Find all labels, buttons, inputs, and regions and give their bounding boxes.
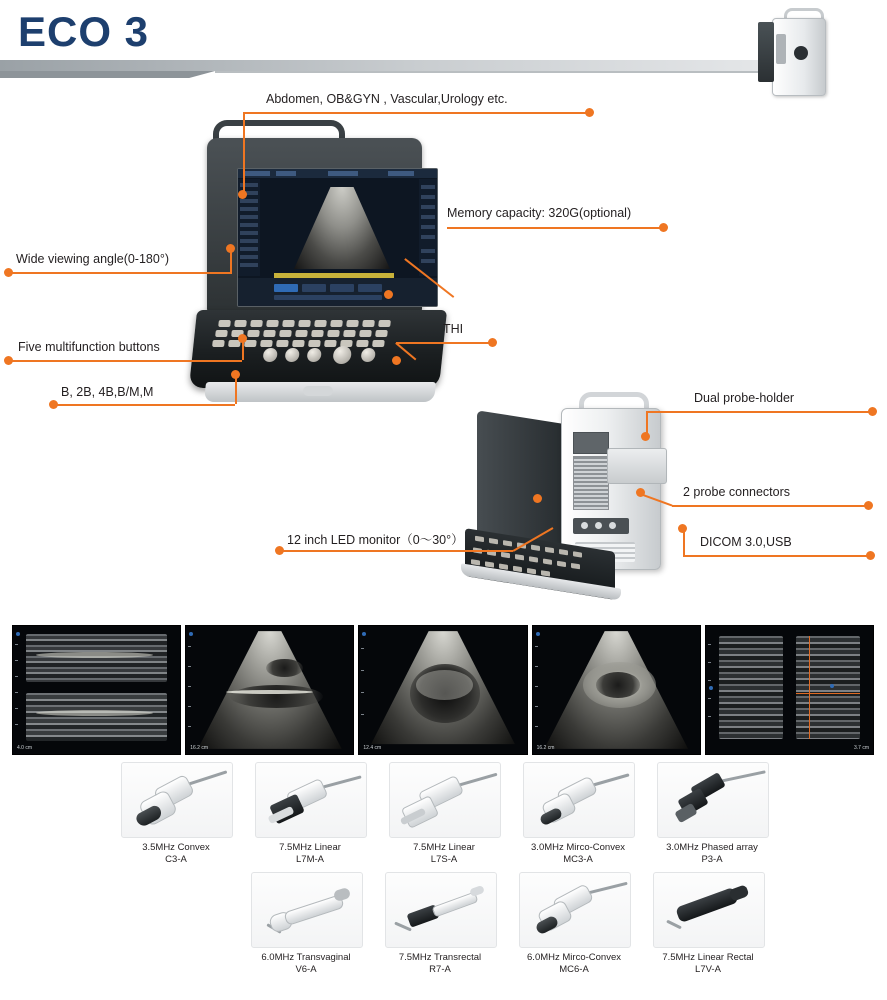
probe-model: P3-A: [701, 854, 723, 865]
callout-modes-line: [55, 404, 235, 406]
callout-memory-dot-left: [384, 290, 393, 299]
header-accent-bar: [0, 71, 215, 78]
ultrasound-system-side-view: [455, 400, 705, 590]
header-gradient-bar: [0, 60, 760, 71]
ultrasound-image-abdomen: [185, 625, 354, 755]
header-thin-line: [215, 71, 760, 73]
probe-item-l7va: [653, 872, 763, 976]
callout-multifunction-stem: [242, 338, 244, 360]
probe-item-mc3a: [523, 762, 633, 866]
callout-multifunction-label: Five multifunction buttons: [18, 340, 160, 354]
probe-item-c3a: [121, 762, 231, 866]
callout-applications-label: Abdomen, OB&GYN , Vascular,Urology etc.: [266, 92, 508, 106]
probe-frequency-type: 7.5MHz Linear: [413, 842, 475, 853]
micro-convex-probe-icon: [519, 872, 631, 948]
transrectal-probe-icon: [385, 872, 497, 948]
device-thumbnail: [756, 6, 836, 98]
probe-item-r7a: [385, 872, 495, 976]
probe-connector-upper: [573, 432, 609, 454]
callout-memory-label: Memory capacity: 320G(optional): [447, 206, 632, 220]
monitor-lid: [207, 138, 422, 313]
convex-probe-icon: [121, 762, 233, 838]
callout-applications-dot-left: [238, 190, 247, 199]
linear-rectal-probe-icon: [653, 872, 765, 948]
callout-applications-stem: [243, 112, 245, 194]
callout-viewing-angle-stem: [230, 248, 232, 274]
probe-frequency-type: 3.0MHz Phased array: [666, 842, 758, 853]
probe-model: V6-A: [295, 964, 317, 975]
page-title: ECO 3: [18, 8, 150, 55]
callout-dual-probe-holder-line: [646, 411, 874, 413]
callout-modes-dot-left: [49, 400, 58, 409]
probe-item-l7sa: [389, 762, 499, 866]
ultrasound-scale-label: 16.2 cm: [190, 745, 208, 751]
callout-thi-label: THI: [443, 322, 464, 336]
phased-array-probe-icon: [657, 762, 769, 838]
probe-model: L7V-A: [695, 964, 721, 975]
ultrasound-image-gallery: [12, 625, 874, 755]
probe-row-2: [214, 872, 800, 976]
screen-toolbar: [238, 278, 437, 306]
screen-ultrasound-image: [294, 187, 390, 269]
probe-item-mc6a: [519, 872, 629, 976]
ultrasound-image-kidney: [532, 625, 701, 755]
thumbnail-screen: [758, 22, 774, 82]
callout-led-monitor-dot-right: [533, 494, 542, 503]
linear-probe-icon: [389, 762, 501, 838]
callout-modes-stem: [235, 374, 237, 404]
callout-applications-line: [243, 112, 590, 114]
micro-convex-probe-icon: [523, 762, 635, 838]
callout-memory-dot-right: [659, 223, 668, 232]
probe-frequency-type: 7.5MHz Linear Rectal: [662, 952, 754, 963]
transvaginal-probe-icon: [251, 872, 363, 948]
linear-probe-icon: [255, 762, 367, 838]
callout-dicom-dot-right: [866, 551, 875, 560]
callout-thi-line: [396, 342, 492, 344]
probe-item-v6a: [251, 872, 361, 976]
probe-frequency-type: 6.0MHz Transvaginal: [261, 952, 351, 963]
callout-probe-connectors-label: 2 probe connectors: [683, 485, 791, 499]
thumbnail-slot: [776, 34, 786, 64]
dual-probe-holder-part: [607, 448, 667, 484]
screen-top-bar: [238, 169, 437, 178]
callout-multifunction-dot-left: [4, 356, 13, 365]
callout-viewing-angle-dot-left: [4, 268, 13, 277]
io-port-panel: [573, 518, 629, 534]
ultrasound-scale-label: 16.2 cm: [536, 745, 555, 751]
led-monitor-screen: [237, 168, 438, 307]
callout-dual-probe-holder-label: Dual probe-holder: [694, 391, 795, 405]
callout-led-monitor-dot-left: [275, 546, 284, 555]
ultrasound-scale-label: 12.4 cm: [363, 745, 382, 751]
callout-dual-probe-holder-dot-left: [641, 432, 650, 441]
probe-frequency-type: 3.5MHz Convex: [142, 842, 210, 853]
probe-frequency-type: 3.0MHz Mirco-Convex: [531, 842, 625, 853]
ultrasound-image-vascular: [12, 625, 181, 755]
probe-model: MC6-A: [559, 964, 589, 975]
callout-dicom-label: DICOM 3.0,USB: [700, 535, 792, 549]
callout-thi-dot-right: [488, 338, 497, 347]
probe-connector-lower: [573, 456, 609, 510]
ultrasound-image-small-parts: [705, 625, 874, 755]
callout-dual-probe-holder-dot-right: [868, 407, 877, 416]
callout-modes-label: B, 2B, 4B,B/M,M: [61, 385, 154, 399]
probe-catalog: [88, 762, 800, 976]
probe-item-l7ma: [255, 762, 365, 866]
callout-thi-dot-left: [392, 356, 401, 365]
probe-model: MC3-A: [563, 854, 593, 865]
callout-viewing-angle-label: Wide viewing angle(0-180°): [16, 252, 169, 266]
screen-right-params: [419, 179, 437, 276]
callout-probe-connectors-dot-right: [864, 501, 873, 510]
probe-model: R7-A: [429, 964, 451, 975]
callout-memory-line: [447, 227, 664, 229]
callout-dicom-line: [683, 555, 871, 557]
probe-model: L7M-A: [296, 854, 324, 865]
probe-frequency-type: 7.5MHz Linear: [279, 842, 341, 853]
front-logo-plate: [303, 386, 333, 396]
ultrasound-scale-label: 4.0 cm: [17, 745, 33, 751]
thumbnail-logo-badge: [794, 46, 808, 60]
probe-model: L7S-A: [430, 854, 458, 865]
probe-frequency-type: 7.5MHz Transrectal: [398, 952, 482, 963]
callout-viewing-angle-line: [10, 272, 230, 274]
callout-multifunction-line: [10, 360, 242, 362]
callout-led-monitor-line: [281, 550, 513, 552]
ultrasound-scale-label: 3.7 cm: [854, 745, 870, 751]
probe-frequency-type: 6.0MHz Mirco-Convex: [527, 952, 621, 963]
probe-model: C3-A: [165, 854, 187, 865]
probe-row-1: [88, 762, 800, 866]
callout-probe-connectors-line: [672, 505, 868, 507]
callout-probe-connectors-dot-left: [636, 488, 645, 497]
callout-dicom-dot-left: [678, 524, 687, 533]
probe-item-p3a: [657, 762, 767, 866]
ultrasound-image-obstetric: [358, 625, 527, 755]
callout-led-monitor-label: 12 inch LED monitor（0～30°）: [287, 533, 464, 547]
callout-applications-dot-right: [585, 108, 594, 117]
